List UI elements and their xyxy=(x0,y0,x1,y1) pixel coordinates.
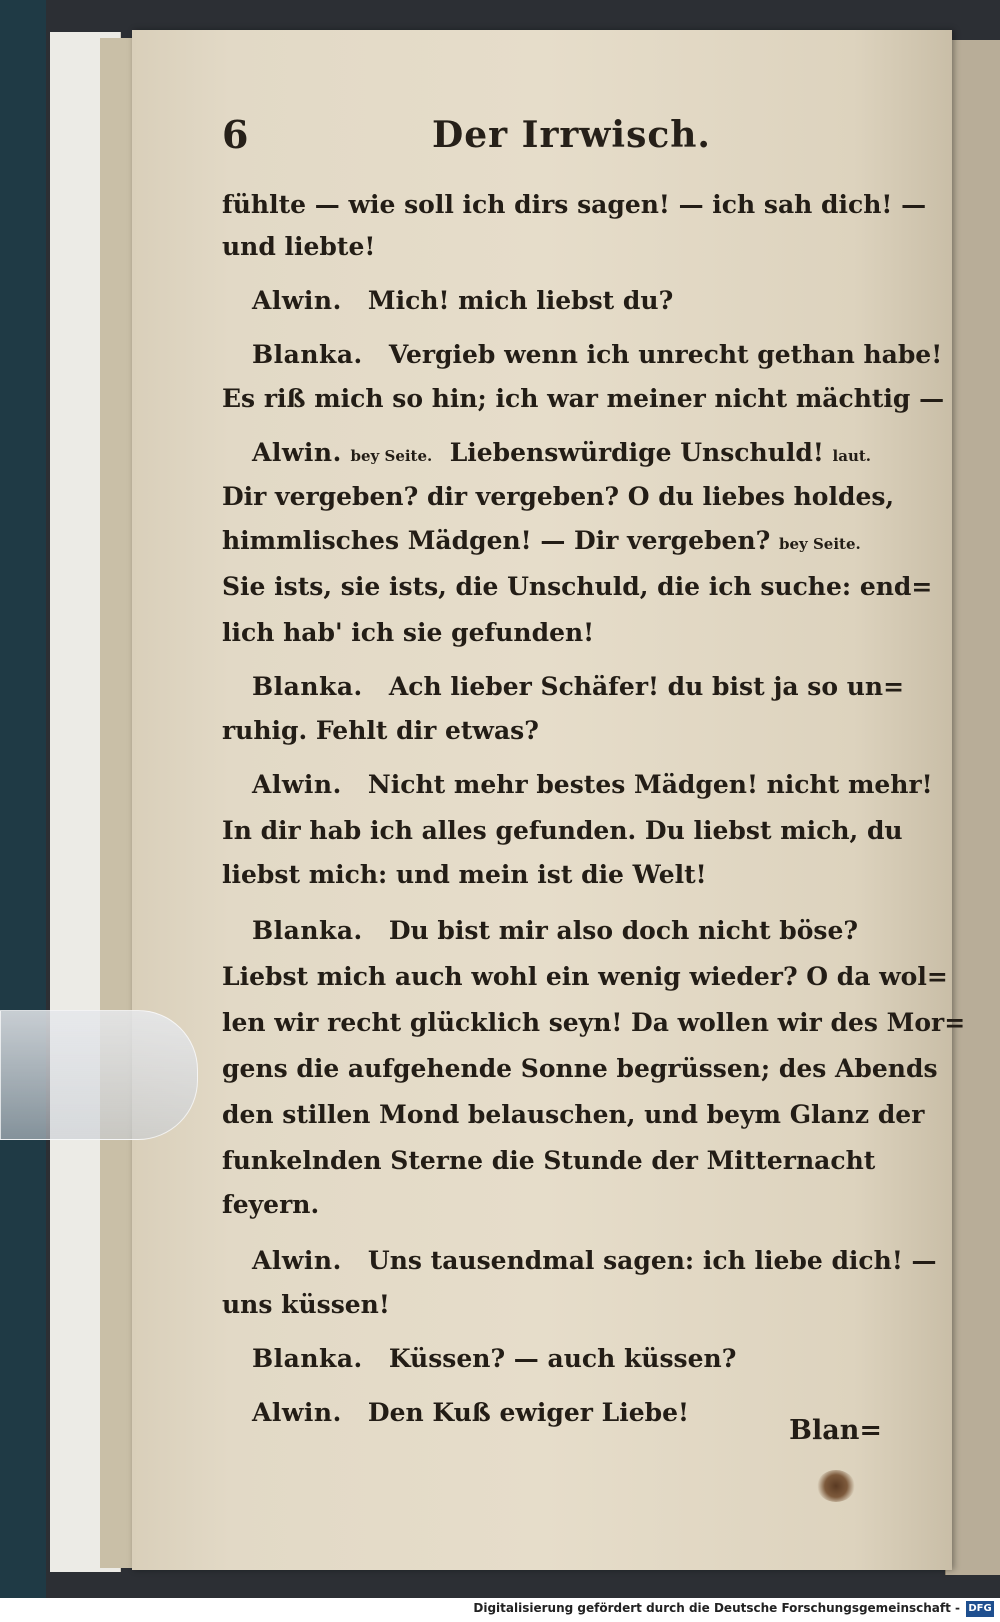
speaker-name: Blanka. xyxy=(252,340,363,369)
text-line xyxy=(252,286,673,315)
line-text: uns küssen! xyxy=(222,1290,390,1319)
line-text: funkelnden Sterne die Stunde der Mitternacht xyxy=(222,1146,876,1175)
text-line xyxy=(252,1246,937,1275)
line-text: himmlisches Mädgen! — Dir vergeben? xyxy=(222,526,771,555)
text-line xyxy=(222,482,894,511)
running-title: Der Irrwisch. xyxy=(432,114,711,156)
text-line xyxy=(222,1054,938,1083)
speaker-name: Alwin. xyxy=(252,1398,342,1427)
line-text: Küssen? — auch küssen? xyxy=(388,1344,737,1373)
text-line xyxy=(222,1190,319,1219)
line-text: Dir vergeben? dir vergeben? O du liebes holdes, xyxy=(222,482,895,511)
line-text: liebst mich: und mein ist die Welt! xyxy=(222,860,707,889)
speaker-name: Blanka. xyxy=(252,916,363,945)
ink-stain xyxy=(817,1470,855,1502)
text-line xyxy=(222,618,594,647)
line-text: gens die aufgehende Sonne begrüssen; des Abends xyxy=(222,1054,938,1083)
line-text: Es riß mich so hin; ich war meiner nicht mächtig — xyxy=(222,384,945,413)
text-line xyxy=(252,438,871,467)
left-edge xyxy=(0,0,46,1622)
text-line xyxy=(252,770,933,799)
stage-direction: bey Seite. xyxy=(779,535,861,553)
line-text: Mich! mich liebst du? xyxy=(367,286,674,315)
text-line xyxy=(222,232,375,261)
stage-direction: laut. xyxy=(832,447,872,465)
text-line xyxy=(252,672,904,701)
text-line xyxy=(222,962,948,991)
line-text: fühlte — wie soll ich dirs sagen! — ich sah dich! — xyxy=(222,190,927,219)
line-text: lich hab' ich sie gefunden! xyxy=(222,618,595,647)
text-line xyxy=(222,860,707,889)
book-page xyxy=(132,30,966,1570)
line-text: Sie ists, sie ists, die Unschuld, die ich suche: end= xyxy=(222,572,933,601)
line-text: Liebenswürdige Unschuld! xyxy=(449,438,824,467)
line-text: den stillen Mond belauschen, und beym Glanz der xyxy=(222,1100,925,1129)
text-line xyxy=(252,1344,736,1373)
text-line xyxy=(222,190,926,219)
speaker-name: Alwin. xyxy=(252,286,342,315)
text-line xyxy=(222,1008,965,1037)
scan-footer xyxy=(0,1598,1000,1622)
text-line xyxy=(222,384,944,413)
page-number: 6 xyxy=(222,112,249,157)
line-text: und liebte! xyxy=(222,232,376,261)
line-text: Den Kuß ewiger Liebe! xyxy=(367,1398,689,1427)
speaker-name: Alwin. xyxy=(252,438,342,467)
line-text: Ach lieber Schäfer! du bist ja so un= xyxy=(388,672,905,701)
text-line xyxy=(222,1100,924,1129)
line-text: Uns tausendmal sagen: ich liebe dich! — xyxy=(367,1246,937,1275)
text-line xyxy=(222,1290,390,1319)
line-text: Vergieb wenn ich unrecht gethan habe! xyxy=(388,340,943,369)
speaker-name: Alwin. xyxy=(252,770,342,799)
dfg-logo: DFG xyxy=(966,1601,994,1617)
line-text: Liebst mich auch wohl ein wenig wieder? O da wol= xyxy=(222,962,948,991)
text-line xyxy=(252,1398,689,1427)
catchword: Blan= xyxy=(789,1415,882,1446)
line-text: feyern. xyxy=(222,1190,320,1219)
text-line xyxy=(222,716,539,745)
glass-page-weight xyxy=(0,1010,198,1140)
text-line xyxy=(252,916,858,945)
line-text: Nicht mehr bestes Mädgen! nicht mehr! xyxy=(367,770,933,799)
speaker-name: Blanka. xyxy=(252,672,363,701)
text-line xyxy=(222,1146,875,1175)
text-line xyxy=(222,572,932,601)
footer-text: Digitalisierung gefördert durch die Deutsche Forschungsgemeinschaft - xyxy=(473,1601,960,1615)
line-text: In dir hab ich alles gefunden. Du liebst mich, du xyxy=(222,816,903,845)
speaker-name: Blanka. xyxy=(252,1344,363,1373)
text-line xyxy=(222,816,903,845)
text-line xyxy=(222,526,861,555)
text-line xyxy=(252,340,942,369)
line-text: Du bist mir also doch nicht böse? xyxy=(388,916,859,945)
stage-direction: bey Seite. xyxy=(350,447,433,465)
page-header xyxy=(222,112,922,172)
right-page-edge xyxy=(945,40,1000,1575)
line-text: ruhig. Fehlt dir etwas? xyxy=(222,716,539,745)
speaker-name: Alwin. xyxy=(252,1246,342,1275)
line-text: len wir recht glücklich seyn! Da wollen wir des Mor= xyxy=(222,1008,966,1037)
